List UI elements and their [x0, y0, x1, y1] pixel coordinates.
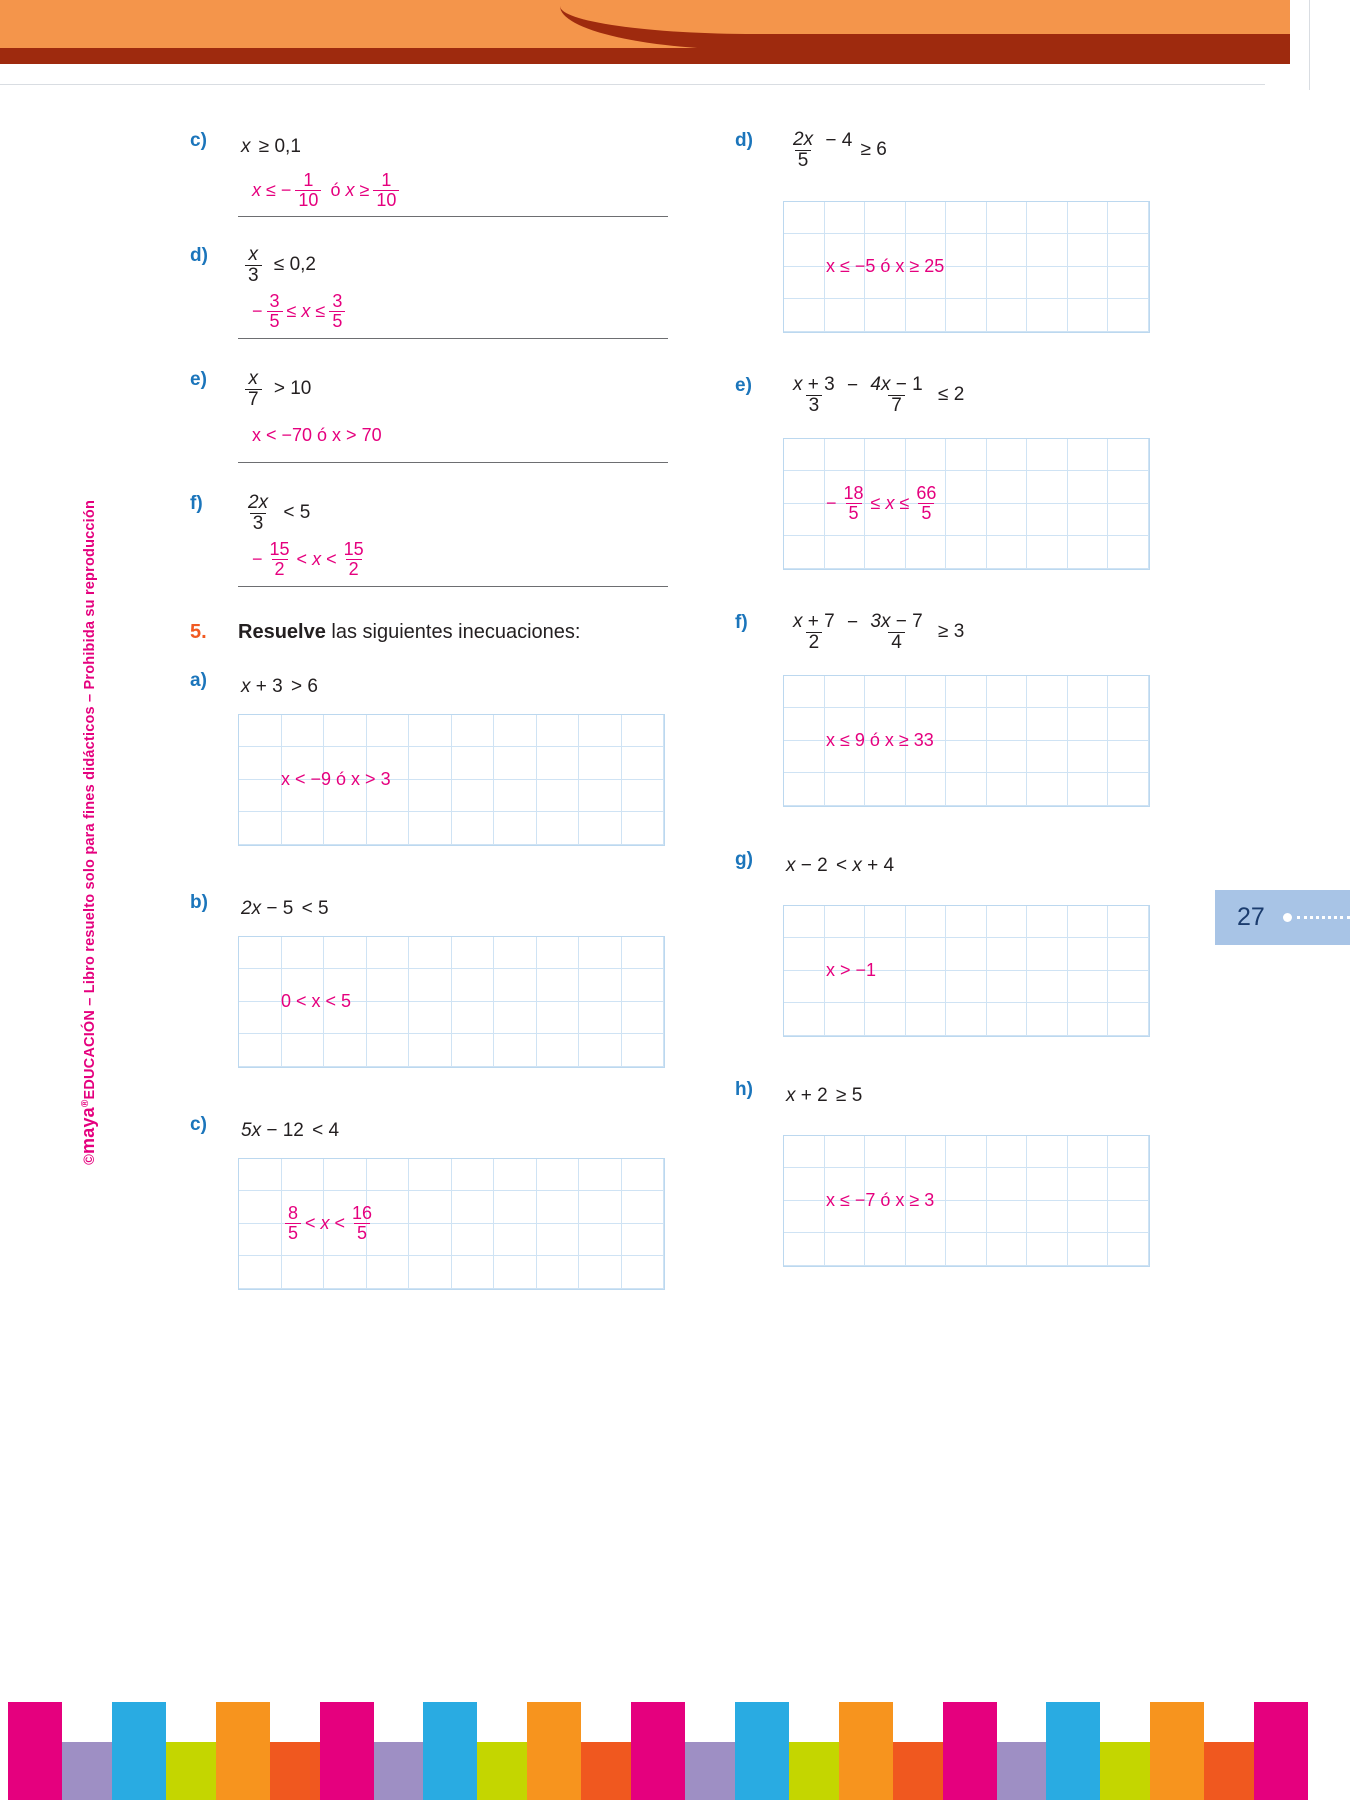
- answer-text: x ≤ 9 ó x ≥ 33: [826, 730, 934, 751]
- item-statement: $\frac{2x}{3}$ < 5: [248, 491, 311, 534]
- answer-grid: [238, 714, 665, 846]
- item-statement: x − 2 < x + 4: [786, 854, 895, 876]
- bottom-bar-short: [789, 1742, 839, 1800]
- item-label: f): [735, 611, 748, 633]
- answer-text: $\frac{8}{5}$ < x < $\frac{16}{5}$: [281, 1204, 379, 1244]
- page-number-tab: [1215, 890, 1350, 945]
- brown-band: [0, 48, 1290, 64]
- bottom-bar-short: [166, 1742, 216, 1800]
- answer-grid: [783, 1135, 1150, 1267]
- exercise-item: [190, 369, 690, 410]
- bottom-bar-tall: [8, 1702, 62, 1800]
- bottom-bar-tall: [1046, 1702, 1100, 1800]
- grid-answer-holder: [239, 715, 664, 845]
- exercise-item: [190, 493, 690, 534]
- section-title-bold: Resuelve: [238, 620, 326, 643]
- side-credit-registered: ®: [80, 1099, 92, 1108]
- answer-grid: [783, 438, 1150, 570]
- bottom-bar-tall: [943, 1702, 997, 1800]
- side-credit: [78, 500, 99, 1165]
- item-label: g): [735, 848, 753, 870]
- item-label: d): [735, 130, 753, 151]
- item-statement: x + 2 ≥ 5: [786, 1084, 863, 1106]
- section-title: [238, 621, 580, 644]
- side-credit-brand: maya: [78, 1107, 98, 1154]
- answer-grid: [238, 1158, 665, 1290]
- bottom-bar-short: [1100, 1742, 1150, 1800]
- grid-answer-holder: [784, 439, 1149, 569]
- answer-text: x > −1: [826, 960, 877, 981]
- bottom-bar-short: [270, 1742, 320, 1800]
- page-number: 27: [1237, 903, 1265, 931]
- answer-grid: [783, 201, 1150, 333]
- bottom-bar-short: [477, 1742, 527, 1800]
- exercise-item: [190, 892, 690, 926]
- bottom-bar-short: [893, 1742, 943, 1800]
- left-column: [190, 130, 690, 1290]
- answer-rule: [238, 170, 668, 217]
- bottom-bar-tall: [631, 1702, 685, 1800]
- bottom-bar-tall: [1150, 1702, 1204, 1800]
- grid-answer-holder: [784, 906, 1149, 1036]
- page-tab-dotted-line: [1297, 916, 1350, 919]
- item-label: d): [190, 245, 208, 266]
- page-tab-dot: [1283, 913, 1292, 922]
- answer-grid: [783, 675, 1150, 807]
- item-label: e): [735, 374, 752, 396]
- bottom-bar-tall: [1254, 1702, 1308, 1800]
- bottom-bar-tall: [216, 1702, 270, 1800]
- header-vertical-rule: [1309, 0, 1310, 90]
- bottom-bar-tall: [320, 1702, 374, 1800]
- exercise-item: [735, 849, 1175, 883]
- bottom-bar-short: [685, 1742, 735, 1800]
- item-statement: x + 3 > 6: [241, 675, 318, 697]
- exercise-item: [735, 375, 1175, 416]
- exercise-item: [190, 670, 690, 704]
- top-decorative-band: [0, 0, 1350, 80]
- item-statement: $\frac{x}{7}$ > 10: [238, 369, 690, 410]
- item-statement: $\frac{2x}{5}$ − 4 ≥ 6: [793, 129, 887, 171]
- answer-rule: [238, 416, 668, 463]
- section-number: 5.: [190, 620, 207, 643]
- answer-text: x ≤ −5 ó x ≥ 25: [826, 256, 945, 277]
- item-label: f): [190, 492, 203, 514]
- header-divider: [0, 84, 1265, 85]
- answer-text: − $\frac{15}{2}$ < x < $\frac{15}{2}$: [252, 539, 364, 580]
- bottom-bar-short: [62, 1742, 112, 1800]
- item-statement: $\frac{x}{3}$ ≤ 0,2: [238, 245, 690, 286]
- answer-text: x < −70 ó x > 70: [252, 425, 382, 446]
- bottom-bar-tall: [839, 1702, 893, 1800]
- answer-text: − $\frac{18}{5}$ ≤ x ≤ $\frac{66}{5}$: [826, 483, 937, 524]
- section-title-rest: las siguientes inecuaciones:: [325, 620, 581, 643]
- item-statement: $\frac{x + 7}{2}$ − $\frac{3x - 7}{4}$ ≥ 3: [793, 610, 965, 653]
- section-heading: [190, 621, 690, 644]
- exercise-item: [190, 130, 690, 164]
- answer-text: − $\frac{3}{5}$ ≤ x ≤ $\frac{3}{5}$: [238, 292, 668, 332]
- exercise-item: [735, 130, 1175, 171]
- grid-answer-holder: [239, 937, 664, 1067]
- exercise-item: [735, 1079, 1175, 1113]
- item-label: e): [190, 368, 207, 390]
- item-label: b): [190, 891, 208, 913]
- bottom-decorative-bars: [0, 1690, 1350, 1800]
- band-right-margin: [1290, 0, 1350, 80]
- grid-answer-holder: [784, 1136, 1149, 1266]
- side-credit-text: EDUCACIÓN – Libro resuelto solo para fines didácticos – Prohibida su reproducción: [82, 500, 98, 1100]
- item-statement: $\frac{x + 3}{3}$ − $\frac{4x - 1}{7}$ ≤ 2: [793, 373, 965, 416]
- side-credit-copyright: ©: [82, 1153, 98, 1165]
- answer-text: x ≤ − $\frac{1}{10}$ ó x ≥ $\frac{1}{10}$: [238, 170, 668, 210]
- item-label: a): [190, 669, 207, 691]
- exercise-item: [190, 1114, 690, 1148]
- answer-text: x < −9 ó x > 3: [281, 769, 391, 790]
- grid-answer-holder: [239, 1159, 664, 1289]
- answer-text: x ≤ −7 ó x ≥ 3: [826, 1190, 935, 1211]
- item-statement: 5x − 12 < 4: [241, 1119, 340, 1141]
- answer-rule: [238, 540, 668, 587]
- bottom-bar-short: [581, 1742, 631, 1800]
- bottom-bar-tall: [527, 1702, 581, 1800]
- item-label: h): [735, 1078, 753, 1100]
- bottom-bar-tall: [112, 1702, 166, 1800]
- answer-rule: [238, 292, 668, 339]
- bottom-bar-short: [1204, 1742, 1254, 1800]
- answer-grid: [783, 905, 1150, 1037]
- bottom-bar-tall: [423, 1702, 477, 1800]
- bottom-bar-tall: [735, 1702, 789, 1800]
- grid-answer-holder: [784, 202, 1149, 332]
- grid-answer-holder: [784, 676, 1149, 806]
- item-label: c): [190, 130, 207, 151]
- bottom-bar-short: [374, 1742, 424, 1800]
- exercise-item: [190, 245, 690, 286]
- item-statement: x ≥ 0,1: [241, 136, 301, 157]
- exercise-item: [735, 612, 1175, 653]
- answer-text: 0 < x < 5: [281, 991, 352, 1012]
- bottom-bar-short: [997, 1742, 1047, 1800]
- item-statement: 2x − 5 < 5: [241, 897, 329, 919]
- answer-grid: [238, 936, 665, 1068]
- brown-band-curve: [560, 6, 1320, 50]
- item-label: c): [190, 1113, 207, 1135]
- right-column: [735, 130, 1175, 1267]
